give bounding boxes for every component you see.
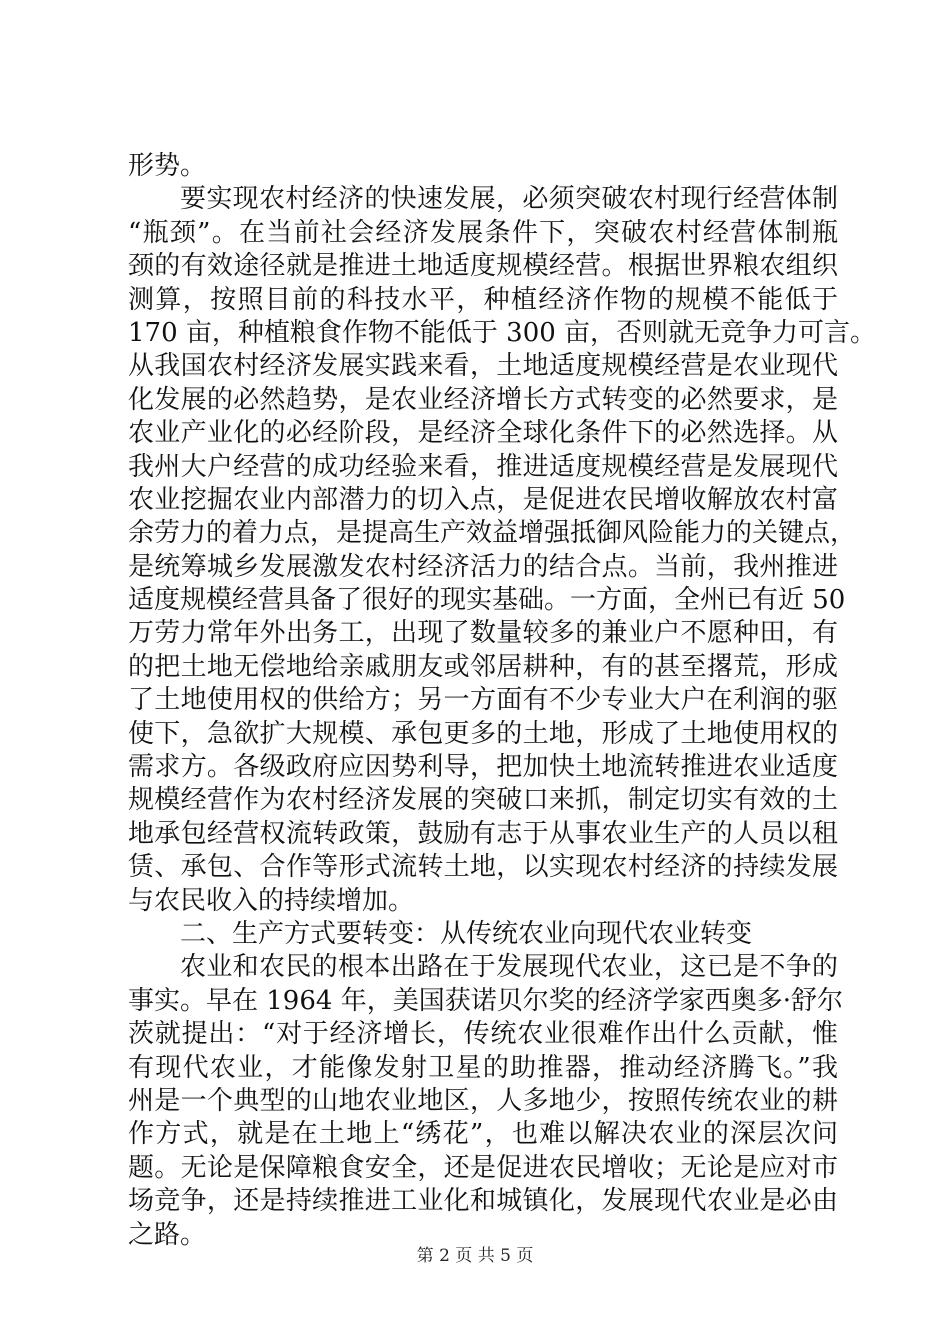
text-line: 170 亩，种植粮食作物不能低于 300 亩，否则就无竞争力可言。 <box>128 317 877 348</box>
text-line: 事实。早在 1964 年，美国获诺贝尔奖的经济学家西奥多·舒尔 <box>128 985 843 1016</box>
text-line: 规模经营作为农村经济发展的突破口来抓，制定切实有效的土 <box>128 785 838 816</box>
text-line: 有现代农业，才能像发射卫星的助推器，推动经济腾飞。”我 <box>128 1052 838 1083</box>
text-line: “瓶颈”。在当前社会经济发展条件下，突破农村经营体制瓶 <box>128 217 838 248</box>
text-line: 万劳力常年外出务工，出现了数量较多的兼业户不愿种田，有 <box>128 618 838 649</box>
text-line: 从我国农村经济发展实践来看，土地适度规模经营是农业现代 <box>128 351 838 382</box>
text-line: 题。无论是保障粮食安全，还是促进农民增收；无论是应对市 <box>128 1152 838 1183</box>
text-line: 需求方。各级政府应因势利导，把加快土地流转推进农业适度 <box>128 752 838 783</box>
text-line: 与农民收入的持续增加。 <box>128 885 415 916</box>
document-body <box>128 150 877 1252</box>
text-line: 我州大户经营的成功经验来看，推进适度规模经营是发展现代 <box>128 451 838 482</box>
text-line: 农业和农民的根本出路在于发展现代农业，这已是不争的 <box>180 952 838 983</box>
text-line: 地承包经营权流转政策，鼓励有志于从事农业生产的人员以租 <box>128 818 838 849</box>
text-line: 农业挖掘农业内部潜力的切入点，是促进农民增收解放农村富 <box>128 484 838 515</box>
text-line: 的把土地无偿地给亲戚朋友或邻居耕种，有的甚至撂荒，形成 <box>128 651 838 682</box>
page-footer: 第 2 页 共 5 页 <box>416 1246 534 1266</box>
text-line: 之路。 <box>128 1219 207 1250</box>
text-line: 农业产业化的必经阶段，是经济全球化条件下的必然选择。从 <box>128 418 838 449</box>
text-line: 使下，急欲扩大规模、承包更多的土地，形成了土地使用权的 <box>128 718 838 749</box>
text-line: 场竞争，还是持续推进工业化和城镇化，发展现代农业是必由 <box>128 1186 838 1217</box>
text-line: 适度规模经营具备了很好的现实基础。一方面，全州已有近 50 <box>128 585 846 616</box>
text-line: 茨就提出：“对于经济增长，传统农业很难作出什么贡献，惟 <box>128 1019 838 1050</box>
text-line: 形势。 <box>128 151 207 181</box>
text-line: 是统筹城乡发展激发农村经济活力的结合点。当前，我州推进 <box>128 551 838 582</box>
text-line: 州是一个典型的山地农业地区，人多地少，按照传统农业的耕 <box>128 1085 838 1116</box>
text-line: 测算，按照目前的科技水平，种植经济作物的规模不能低于 <box>128 284 838 315</box>
text-line: 作方式，就是在土地上“绣花”，也难以解决农业的深层次问 <box>128 1119 838 1150</box>
text-line: 二、生产方式要转变：从传统农业向现代农业转变 <box>180 918 753 949</box>
text-line: 化发展的必然趋势，是农业经济增长方式转变的必然要求，是 <box>128 384 838 415</box>
text-line: 要实现农村经济的快速发展，必须突破农村现行经营体制 <box>180 184 838 215</box>
text-line: 了土地使用权的供给方；另一方面有不少专业大户在利润的驱 <box>128 685 838 716</box>
text-line: 颈的有效途径就是推进土地适度规模经营。根据世界粮农组织 <box>128 251 838 282</box>
text-line: 赁、承包、合作等形式流转土地，以实现农村经济的持续发展 <box>128 852 838 883</box>
text-line: 余劳力的着力点，是提高生产效益增强抵御风险能力的关键点， <box>128 518 857 549</box>
